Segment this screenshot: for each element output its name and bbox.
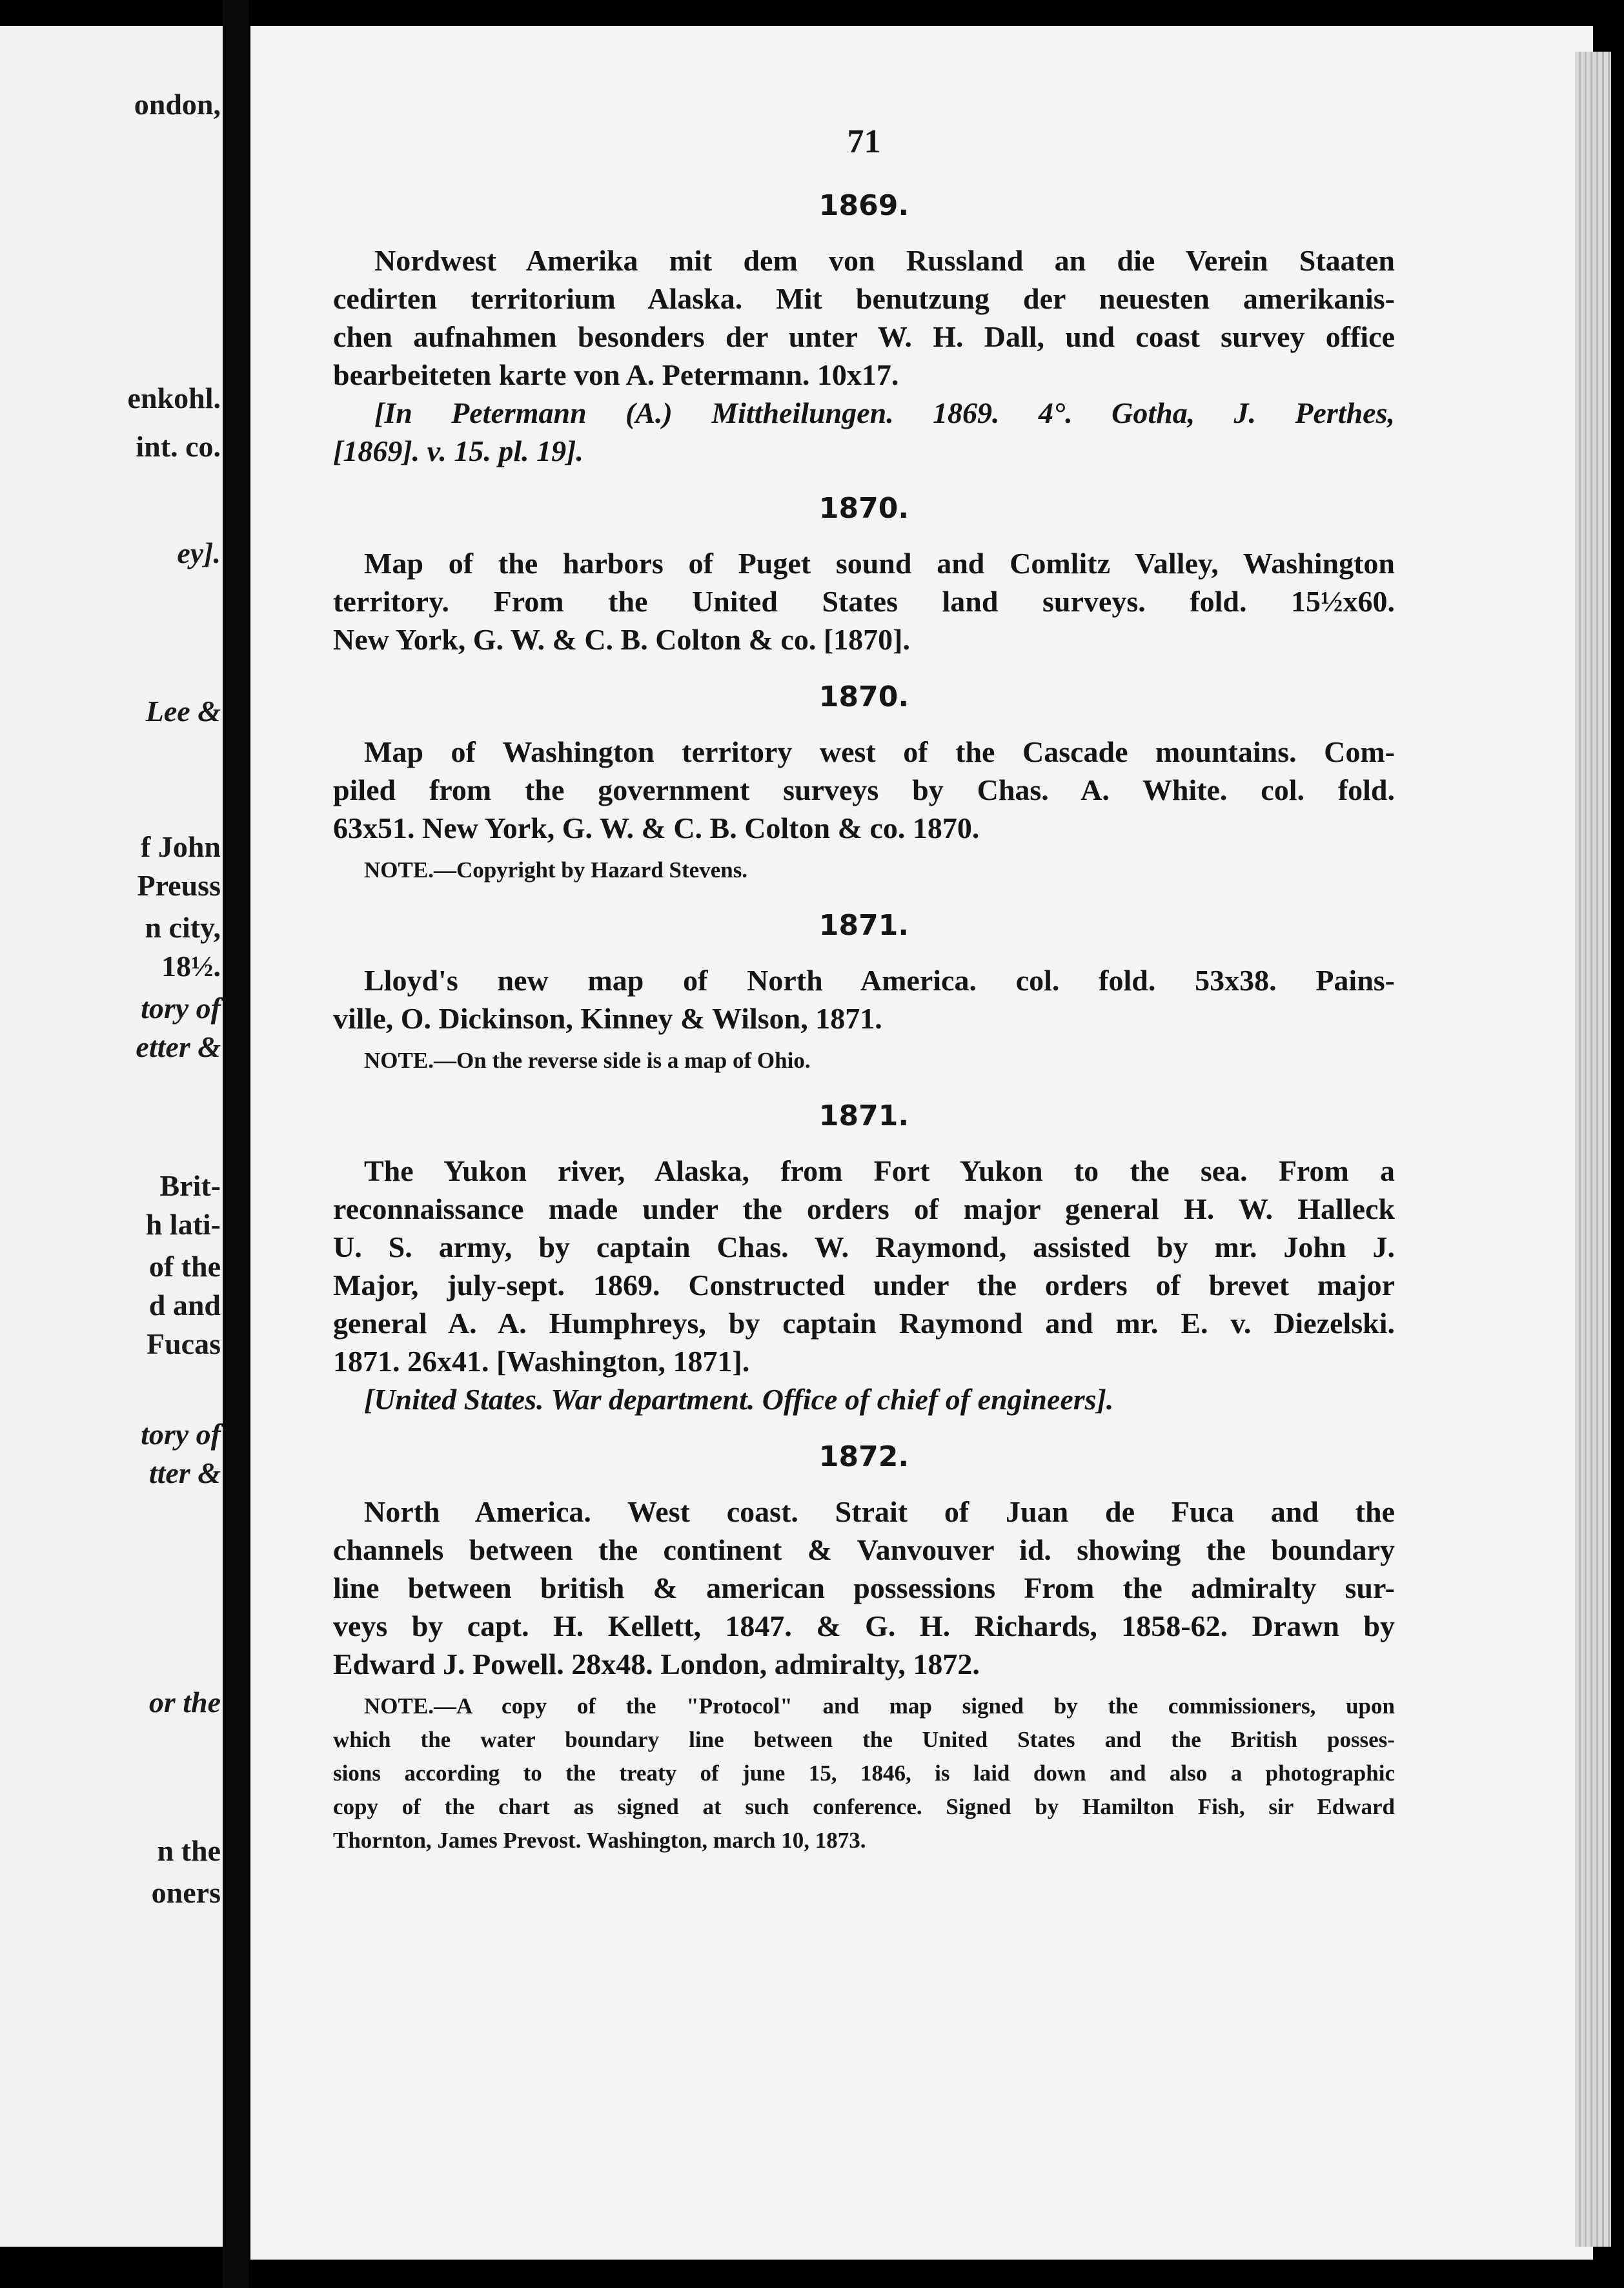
entry-year-heading: 1871. [818, 909, 909, 942]
entry-line: Edward J. Powell. 28x48. London, admiralty, 1872. [333, 1648, 980, 1680]
entry-year-heading: 1872. [818, 1440, 909, 1473]
page-text-block [333, 123, 1395, 1863]
entry-line: Major, july-sept. 1869. Constructed under the orders of brevet major [333, 1269, 1395, 1302]
entry-line: The Yukon river, Alaska, from Fort Yukon to the sea. From a [364, 1154, 1395, 1187]
left-page-fragment: oners [151, 1876, 221, 1909]
note-line: sions according to the treaty of june 15, 1846, is laid down and also a photographic [333, 1761, 1395, 1786]
note-line: Thornton, James Prevost. Washington, march 10, 1873. [333, 1828, 866, 1853]
note-line: NOTE.—Copyright by Hazard Stevens. [364, 857, 748, 883]
entry-line: 1871. 26x41. [Washington, 1871]. [333, 1345, 750, 1378]
entries-list [333, 189, 1395, 1857]
entry-line: ville, O. Dickinson, Kinney & Wilson, 1871. [333, 1002, 882, 1035]
left-page-fragment: Preuss [137, 869, 221, 902]
left-page-fragment: 18½. [161, 950, 221, 983]
entry-description [333, 1152, 1395, 1380]
entry-line: New York, G. W. & C. B. Colton & co. [1870]. [333, 623, 910, 656]
left-page-fragment: n city, [145, 911, 221, 944]
catalog-entry [333, 909, 1395, 1078]
entry-year-heading: 1870. [818, 492, 909, 525]
entry-line: veys by capt. H. Kellett, 1847. & G. H. Richards, 1858-62. Drawn by [333, 1609, 1395, 1642]
entry-note [333, 1690, 1395, 1857]
entry-note [333, 1044, 1395, 1078]
catalog-entry [333, 189, 1395, 470]
entry-line: bearbeiteten karte von A. Petermann. 10x17. [333, 358, 899, 391]
left-page-fragment: ey]. [177, 536, 221, 569]
right-page [250, 26, 1593, 2260]
entry-line: Lloyd's new map of North America. col. fold. 53x38. Pains- [364, 964, 1395, 997]
note-line: NOTE.—On the reverse side is a map of Ohio. [364, 1048, 811, 1073]
entry-line: cedirten territorium Alaska. Mit benutzung der neuesten amerikanis- [333, 282, 1395, 315]
left-page-fragment: n the [157, 1834, 221, 1867]
entry-line: reconnaissance made under the orders of major general H. W. Halleck [333, 1192, 1395, 1225]
catalog-entry [333, 492, 1395, 659]
page-number: 71 [847, 123, 881, 160]
citation-line: [1869]. v. 15. pl. 19]. [333, 434, 584, 467]
entry-description [333, 733, 1395, 847]
entry-line: territory. From the United States land surveys. fold. 15½x60. [333, 585, 1395, 618]
entry-line: North America. West coast. Strait of Juan de Fuca and the [364, 1495, 1395, 1528]
entry-line: 63x51. New York, G. W. & C. B. Colton & co. 1870. [333, 812, 980, 844]
entry-line: Map of Washington territory west of the Cascade mountains. Com- [364, 735, 1395, 768]
catalog-entry [333, 1099, 1395, 1418]
citation-line: [United States. War department. Office of chief of engineers]. [364, 1383, 1114, 1416]
left-page-fragment: Brit- [159, 1169, 221, 1202]
left-page-fragment: d and [148, 1289, 221, 1322]
left-page [0, 26, 232, 2247]
left-page-fragment: f John [141, 830, 221, 863]
entry-description [333, 544, 1395, 659]
entry-year-heading: 1871. [818, 1099, 909, 1132]
entry-description [333, 961, 1395, 1037]
left-page-fragment: tter & [148, 1456, 221, 1489]
left-page-fragment: Fucas [147, 1327, 221, 1360]
left-page-fragment: or the [148, 1686, 221, 1719]
left-page-fragment: tory of [141, 1418, 221, 1451]
catalog-entry [333, 680, 1395, 887]
left-page-fragment: int. co. [136, 430, 221, 463]
book-spine [223, 0, 249, 2288]
left-page-fragment: enkohl. [127, 382, 221, 414]
left-page-fragment: etter & [136, 1030, 221, 1063]
entry-line: channels between the continent & Vanvouver id. showing the boundary [333, 1533, 1395, 1566]
entry-line: Map of the harbors of Puget sound and Comlitz Valley, Washington [364, 547, 1395, 580]
catalog-entry [333, 1440, 1395, 1857]
note-line: which the water boundary line between the United States and the British posses- [333, 1727, 1395, 1752]
entry-year-heading: 1870. [818, 680, 909, 713]
entry-citation [333, 1380, 1395, 1418]
left-page-fragment: Lee & [145, 695, 221, 728]
entry-line: piled from the government surveys by Chas. A. White. col. fold. [333, 773, 1395, 806]
note-line: NOTE.—A copy of the "Protocol" and map signed by the commissioners, upon [364, 1693, 1395, 1719]
entry-note [333, 853, 1395, 887]
citation-line: [In Petermann (A.) Mittheilungen. 1869. 4°. Gotha, J. Perthes, [374, 396, 1395, 429]
entry-description [333, 1493, 1395, 1683]
left-page-fragment: h lati- [145, 1208, 221, 1241]
entry-description [333, 241, 1395, 394]
page-edges [1575, 52, 1611, 2247]
left-page-fragment: ondon, [134, 88, 221, 121]
entry-line: U. S. army, by captain Chas. W. Raymond, assisted by mr. John J. [333, 1231, 1395, 1263]
left-page-fragment: of the [148, 1250, 221, 1283]
entry-line: line between british & american possessions From the admiralty sur- [333, 1571, 1395, 1604]
entry-line: chen aufnahmen besonders der unter W. H. Dall, und coast survey office [333, 320, 1395, 353]
entry-line: Nordwest Amerika mit dem von Russland an die Verein Staaten [374, 244, 1395, 277]
entry-line: general A. A. Humphreys, by captain Raymond and mr. E. v. Diezelski. [333, 1307, 1395, 1340]
left-page-fragment: tory of [141, 992, 221, 1025]
entry-year-heading: 1869. [818, 189, 909, 222]
entry-citation [333, 394, 1395, 470]
note-line: copy of the chart as signed at such conference. Signed by Hamilton Fish, sir Edward [333, 1794, 1395, 1819]
